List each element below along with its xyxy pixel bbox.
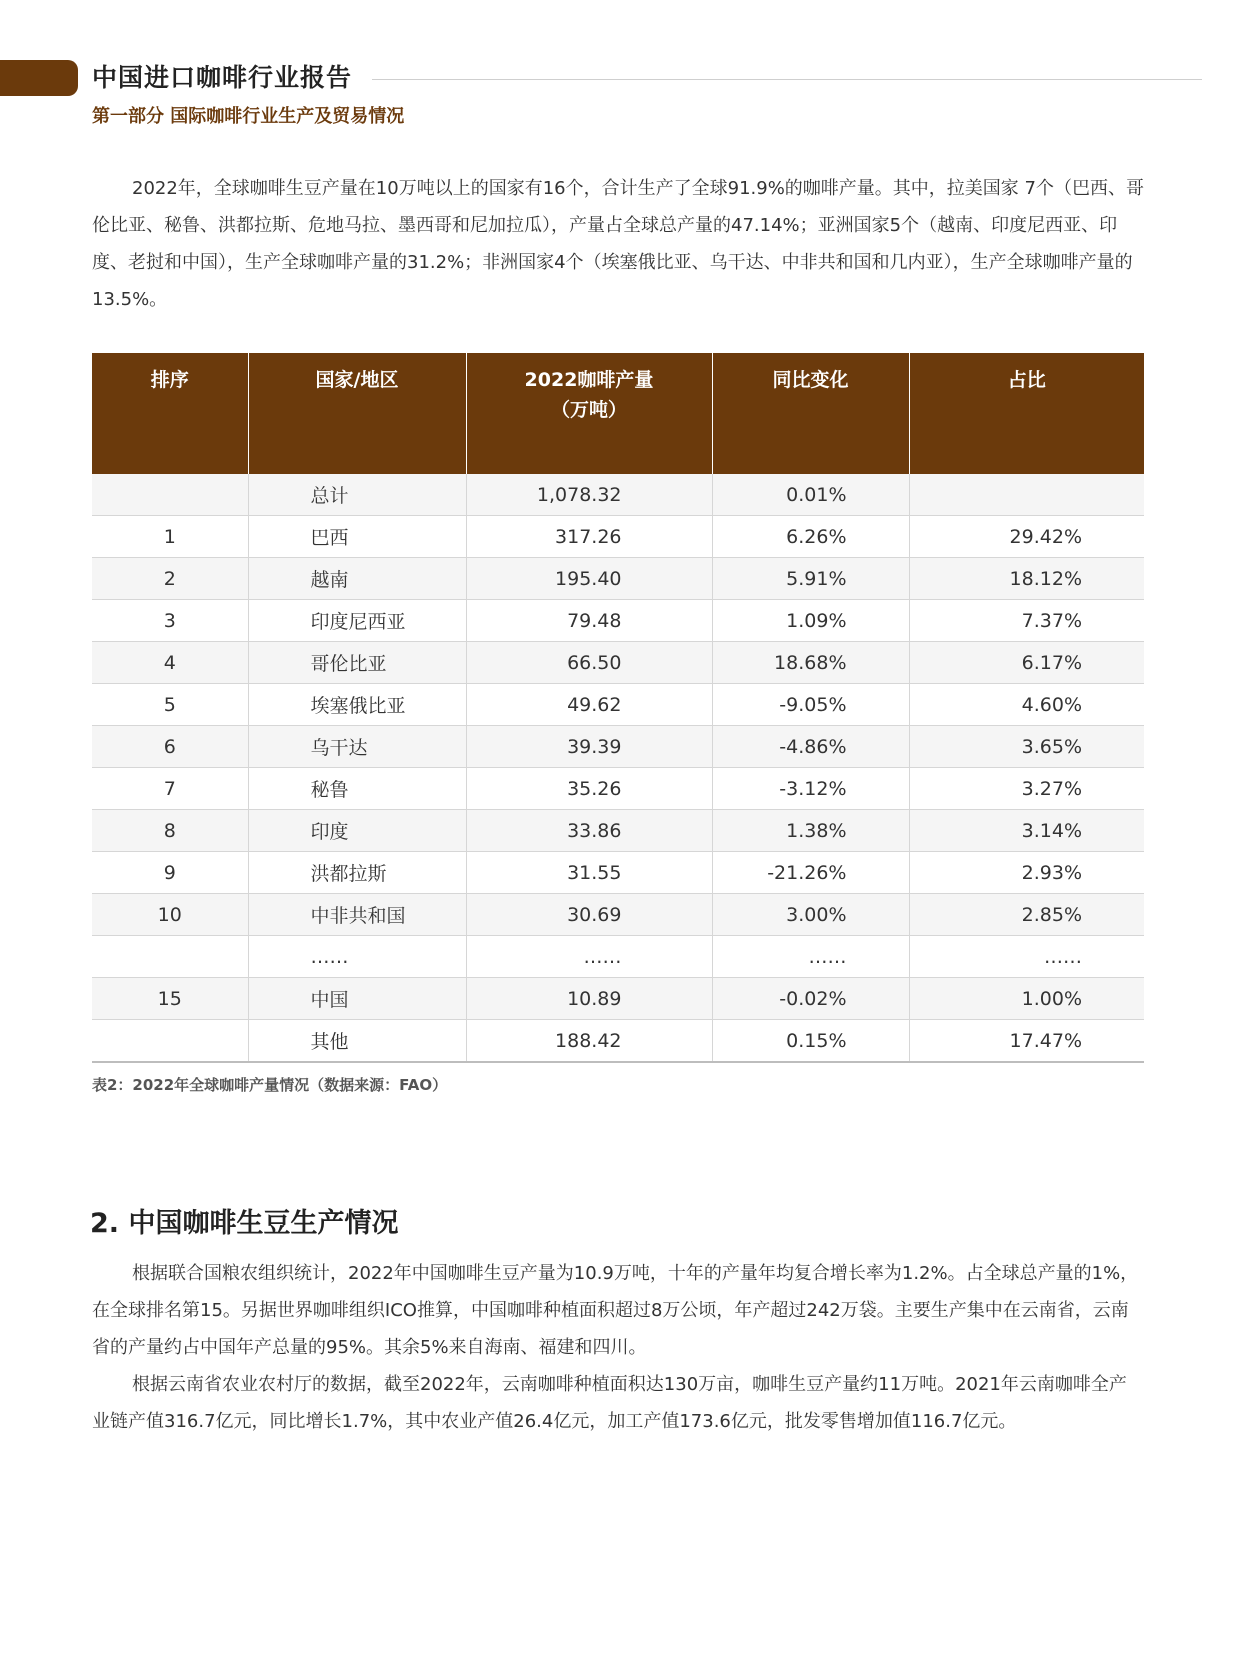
table-row (92, 474, 1144, 516)
table-row (92, 1020, 1144, 1063)
cell-yoy: 1.38% (712, 810, 909, 852)
cell-rank: 15 (92, 978, 248, 1020)
section-subtitle: 第一部分 国际咖啡行业生产及贸易情况 (92, 106, 405, 127)
cell-production: 33.86 (466, 810, 712, 852)
cell-yoy: 0.15% (712, 1020, 909, 1063)
cell-country: 其他 (248, 1020, 466, 1063)
cell-country: 乌干达 (248, 726, 466, 768)
cell-rank (92, 474, 248, 516)
cell-country: 洪都拉斯 (248, 852, 466, 894)
header-rank: 排序 (92, 353, 248, 474)
cell-rank: 5 (92, 684, 248, 726)
cell-production: 39.39 (466, 726, 712, 768)
cell-country: 越南 (248, 558, 466, 600)
cell-country: 哥伦比亚 (248, 642, 466, 684)
header-country: 国家/地区 (248, 353, 466, 474)
header-production-line1: 2022咖啡产量 (524, 369, 654, 391)
table-header-row (92, 353, 1144, 474)
cell-yoy: 5.91% (712, 558, 909, 600)
cell-country: 秘鲁 (248, 768, 466, 810)
table-row (92, 852, 1144, 894)
cell-yoy: …… (712, 936, 909, 978)
cell-production: 317.26 (466, 516, 712, 558)
cell-country: 埃塞俄比亚 (248, 684, 466, 726)
cell-rank: 3 (92, 600, 248, 642)
cell-yoy: 6.26% (712, 516, 909, 558)
cell-rank: 10 (92, 894, 248, 936)
cell-country: 印度 (248, 810, 466, 852)
cell-share (909, 474, 1144, 516)
cell-country: …… (248, 936, 466, 978)
cell-share: 18.12% (909, 558, 1144, 600)
cell-yoy: -9.05% (712, 684, 909, 726)
cell-rank: 6 (92, 726, 248, 768)
table-row (92, 894, 1144, 936)
cell-production: 31.55 (466, 852, 712, 894)
intro-paragraph: 2022年，全球咖啡生豆产量在10万吨以上的国家有16个，合计生产了全球91.9%的咖啡产量。其中，拉美国家 7个（巴西、哥伦比亚、秘鲁、洪都拉斯、危地马拉、墨西哥和尼加拉瓜），产量占全球总产量的47.14%；亚洲国家5个（越南、印度尼西亚、印度、老挝和中国），生产全球咖啡产量的31.2%；非洲国家4个（埃塞俄比亚、乌干达、中非共和国和几内亚），生产全球咖啡产量的13.5%。 (92, 178, 1144, 310)
cell-share: 2.85% (909, 894, 1144, 936)
table-body (92, 474, 1144, 1062)
cell-production: 10.89 (466, 978, 712, 1020)
cell-production: …… (466, 936, 712, 978)
production-table (92, 353, 1144, 1063)
cell-share: 29.42% (909, 516, 1144, 558)
table-row (92, 726, 1144, 768)
cell-production: 188.42 (466, 1020, 712, 1063)
table-row (92, 600, 1144, 642)
cell-share: 17.47% (909, 1020, 1144, 1063)
section2-title: 2. 中国咖啡生豆生产情况 (90, 1208, 399, 1239)
cell-country: 总计 (248, 474, 466, 516)
table-row (92, 936, 1144, 978)
section2-paragraph-2: 根据云南省农业农村厅的数据，截至2022年，云南咖啡种植面积达130万亩，咖啡生豆产量约11万吨。2021年云南咖啡全产业链产值316.7亿元，同比增长1.7%，其中农业产值26.4亿元，加工产值173.6亿元，批发零售增加值116.7亿元。 (92, 1374, 1127, 1432)
cell-yoy: 0.01% (712, 474, 909, 516)
header-production-line2: （万吨） (550, 399, 627, 421)
table-row (92, 558, 1144, 600)
cell-share: 7.37% (909, 600, 1144, 642)
report-title: 中国进口咖啡行业报告 (92, 63, 353, 92)
header-divider (372, 79, 1202, 80)
cell-production: 195.40 (466, 558, 712, 600)
cell-yoy: -4.86% (712, 726, 909, 768)
cell-share: 1.00% (909, 978, 1144, 1020)
table-row (92, 516, 1144, 558)
header-production (466, 353, 712, 474)
table-row (92, 810, 1144, 852)
cell-rank: 8 (92, 810, 248, 852)
header-accent-tab (0, 60, 78, 96)
cell-rank: 4 (92, 642, 248, 684)
cell-share: 3.14% (909, 810, 1144, 852)
cell-country: 中国 (248, 978, 466, 1020)
table-row (92, 978, 1144, 1020)
cell-rank: 2 (92, 558, 248, 600)
cell-production: 30.69 (466, 894, 712, 936)
cell-share: 2.93% (909, 852, 1144, 894)
cell-share: 3.27% (909, 768, 1144, 810)
cell-yoy: -21.26% (712, 852, 909, 894)
cell-rank: 9 (92, 852, 248, 894)
cell-share: …… (909, 936, 1144, 978)
cell-country: 巴西 (248, 516, 466, 558)
cell-country: 印度尼西亚 (248, 600, 466, 642)
cell-rank (92, 936, 248, 978)
header-share: 占比 (909, 353, 1144, 474)
cell-production: 66.50 (466, 642, 712, 684)
cell-share: 6.17% (909, 642, 1144, 684)
cell-production: 1,078.32 (466, 474, 712, 516)
cell-share: 3.65% (909, 726, 1144, 768)
table-caption: 表2：2022年全球咖啡产量情况（数据来源：FAO） (92, 1076, 448, 1094)
header-yoy: 同比变化 (712, 353, 909, 474)
cell-production: 49.62 (466, 684, 712, 726)
cell-rank (92, 1020, 248, 1063)
cell-yoy: -0.02% (712, 978, 909, 1020)
table-row (92, 684, 1144, 726)
table-row (92, 642, 1144, 684)
cell-production: 35.26 (466, 768, 712, 810)
cell-yoy: 3.00% (712, 894, 909, 936)
cell-production: 79.48 (466, 600, 712, 642)
cell-yoy: -3.12% (712, 768, 909, 810)
cell-country: 中非共和国 (248, 894, 466, 936)
cell-rank: 7 (92, 768, 248, 810)
cell-yoy: 1.09% (712, 600, 909, 642)
cell-yoy: 18.68% (712, 642, 909, 684)
cell-share: 4.60% (909, 684, 1144, 726)
cell-rank: 1 (92, 516, 248, 558)
section2-paragraph-1: 根据联合国粮农组织统计，2022年中国咖啡生豆产量为10.9万吨，十年的产量年均复合增长率为1.2%。占全球总产量的1%，在全球排名第15。另据世界咖啡组织ICO推算，中国咖啡种植面积超过8万公顷，年产超过242万袋。主要生产集中在云南省，云南省的产量约占中国年产总量的95%。其余5%来自海南、福建和四川。 (92, 1263, 1139, 1358)
table-row (92, 768, 1144, 810)
